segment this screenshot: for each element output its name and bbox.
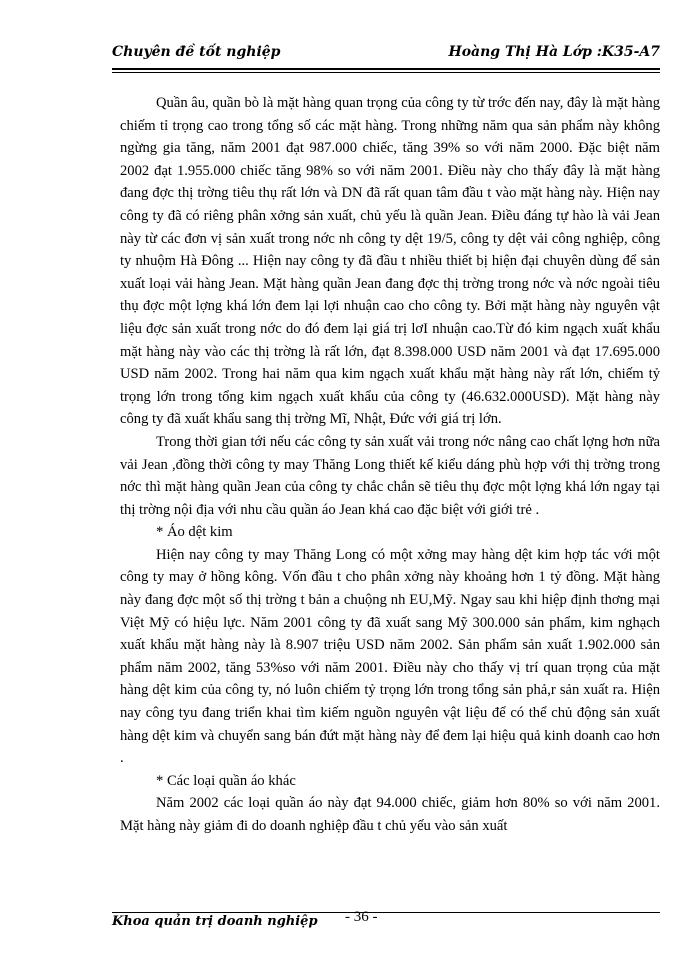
paragraph-jeans-outlook: Trong thời gian tới nếu các công ty sản xuất vải trong nớc nâng cao chất lợng hơn nữa vải Jean ,đồng thời công ty may Thăng Long thiết kế kiểu dáng phù hợp với thị trờng trong nớc thì mặt hàng quần Jean của công ty chắc chắn sẽ tiêu thụ đợc một lợng khá lớn ngay tại thị trờng nội địa với nhu cầu quần áo Jean khá cao đặc biệt với giới trẻ . (120, 433, 660, 518)
footer-divider (112, 912, 660, 913)
paragraph-knitwear: Hiện nay công ty may Thăng Long có một xởng may hàng dệt kim hợp tác với một công ty may ở hồng kông. Vốn đầu t cho phân xởng này khoảng hơn 1 tỷ đồng. Mặt hàng này đang đợc một số thị trờng t bản a chuộng nh EU,Mỹ. Ngay sau khi hiệp định thơng mại Việt Mỹ có hiệu lực. Năm 2001 công ty đã xuất sang Mỹ 300.000 sản phẩm, kim nghạch xuất khẩu mặt hàng này là 8.907 triệu USD năm 2002. Sản phẩm sản xuất 1.902.000 sản phẩm năm 2002, tăng 53%so với năm 2001. Điều này cho thấy vị trí quan trọng của mặt hàng dệt kim của công ty, nó luôn chiếm tỷ trọng lớn trong tổng sản phả,r sản xuất ra. Hiện nay công tyu đang triển khai tìm kiếm nguồn nguyên vật liệu để có thể chủ động sản xuất hàng dệt kim và chuyển sang bán đứt mặt hàng này để đem lại hiệu quả kinh doanh cao hơn . (120, 546, 660, 767)
paragraph-jeans: Quần âu, quần bò là mặt hàng quan trọng của công ty từ trớc đến nay, đây là mặt hàng chiếm tỉ trọng cao trong tổng số các mặt hàng. Trong những năm qua sản phẩm này không ngừng gia tăng, năm 2001 đạt 987.000 chiếc, tăng 39% so với năm 2000. Đặc biệt năm 2002 đạt 1.955.000 chiếc tăng 98% so với năm 2001. Điều này cho thấy đây là mặt hàng đang đợc thị trờng tiêu thụ rất lớn và DN đã rất quan tâm đầu t vào mặt hàng này. Hiện nay công ty đã có riêng phân xởng sản xuất, chủ yếu là quần Jean. Điều đáng tự hào là vải Jean này từ các đơn vị sản xuất trong nớc nh công ty dệt 19/5, công ty dệt vải công nghiệp, công ty nhuộm Hà Đông ... Hiện nay công ty đã đầu t nhiều thiết bị hiện đại chuyên dùng để sản xuất loại vải hàng Jean. Mặt hàng quần Jean đang đợc thị trờng trong nớc và nớc ngoài tiêu thụ đợc một lợng khá lớn đem lại lợi nhuận cao cho công ty. Bởi mặt hàng này nguyên vật liệu đợc sản xuất trong nớc do đó đem lại giá trị lơI nhuận cao.Từ đó kim ngạch xuất khẩu mặt hàng này vào các thị trờng là rất lớn, đạt 8.398.000 USD năm 2001 và đạt 17.695.000 USD năm 2002. Trong hai năm qua kim ngạch xuất khẩu mặt hàng này rất lớn, chiếm tỷ trọng lớn trong tổng kim ngạch xuất khẩu của công ty (46.632.000USD). Mặt hàng này công ty đã xuất khẩu sang thị trờng Mĩ, Nhật, Đức với giá trị lớn. (120, 95, 660, 428)
paragraph-other-garments: Năm 2002 các loại quần áo này đạt 94.000 chiếc, giảm hơn 80% so với năm 2001. Mặt hàng này giảm đi do doanh nghiệp đầu t chủ yếu vào sản xuất (120, 795, 660, 834)
header-divider-thin (112, 72, 660, 73)
document-body (120, 92, 660, 838)
page-number: - 36 - (345, 909, 378, 925)
header-author: Hoàng Thị Hà Lớp :K35-A7 (448, 44, 660, 60)
section-heading-other-garments: * Các loại quần áo khác (156, 772, 296, 789)
page-header (112, 44, 660, 66)
footer-faculty: Khoa quản trị doanh nghiệp (112, 914, 318, 929)
section-heading-knitwear: * Áo dệt kim (156, 524, 233, 541)
header-title: Chuyên đề tốt nghiệp (112, 44, 281, 60)
header-divider (112, 68, 660, 70)
